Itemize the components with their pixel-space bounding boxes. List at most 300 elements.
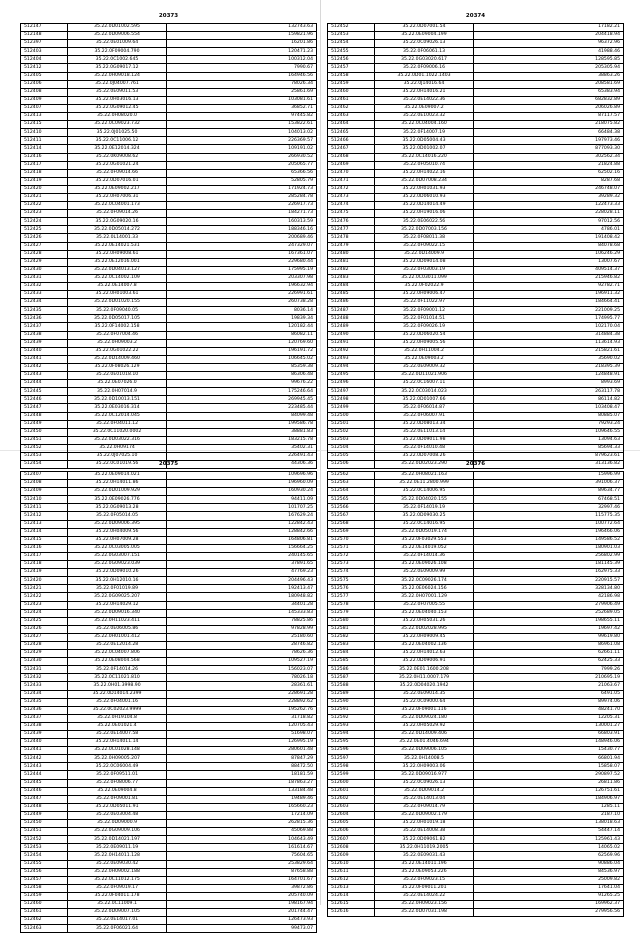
amount-cell: 215821.61	[474, 347, 624, 355]
code-cell: 35.22.0F14007.19	[375, 129, 474, 137]
table-row	[328, 250, 624, 258]
table-row	[21, 690, 317, 698]
table-row	[328, 355, 624, 363]
table-row	[21, 363, 317, 371]
table-row	[21, 315, 317, 323]
table-row	[328, 552, 624, 560]
table-row	[21, 444, 317, 452]
row-id-cell: 512454	[21, 461, 68, 469]
table-row	[21, 698, 317, 706]
code-cell: 35.22.0F09019.17	[68, 884, 167, 892]
code-cell: 35.22.0C01028.148	[68, 747, 167, 755]
table-row	[21, 528, 317, 536]
amount-cell: 133184.48	[167, 787, 317, 795]
amount-cell: 62425.33	[474, 658, 624, 666]
amount-cell: 28361.61	[167, 682, 317, 690]
code-cell: 35.22.0F05014.05	[68, 512, 167, 520]
table-row	[328, 698, 624, 706]
row-id-cell: 512473	[328, 193, 375, 201]
block-title: 20374	[465, 13, 486, 19]
code-cell: 35.22.0H09003.2	[68, 339, 167, 347]
row-id-cell: 512450	[21, 820, 68, 828]
table-row	[328, 169, 624, 177]
row-id-cell: 512459	[328, 80, 375, 88]
row-id-cell: 512484	[328, 283, 375, 291]
table-row	[328, 436, 624, 444]
table-row	[21, 56, 317, 64]
code-cell: 35.22.0H12010.16	[68, 577, 167, 585]
code-cell: 35.22.0D06020.54	[375, 331, 474, 339]
amount-cell: 240145.65	[167, 552, 317, 560]
amount-cell: 266930.52	[167, 153, 317, 161]
table-row	[328, 96, 624, 104]
code-cell: 35.22.0G09009.106	[68, 828, 167, 836]
code-cell: 35.22.0F02022.9	[375, 283, 474, 291]
amount-cell: 161614.67	[167, 844, 317, 852]
data-table-body	[328, 472, 624, 917]
table-row	[328, 480, 624, 488]
amount-cell: 19489.46	[167, 795, 317, 803]
amount-cell: 39872.86	[167, 884, 317, 892]
code-cell: 35.22.0D14009.9	[375, 250, 474, 258]
table-row	[328, 690, 624, 698]
table-row	[21, 569, 317, 577]
row-id-cell: 512437	[21, 714, 68, 722]
amount-cell: 159821.96	[167, 32, 317, 40]
row-id-cell: 512436	[21, 315, 68, 323]
code-cell: 35.22.0H05029.92	[375, 722, 474, 730]
amount-cell: 25861.69	[167, 88, 317, 96]
table-row	[328, 396, 624, 404]
row-id-cell: 512413	[21, 113, 68, 121]
code-cell: 35.22.0H11004.2	[375, 347, 474, 355]
amount-cell: 148946.06	[474, 739, 624, 747]
code-cell: 35.22.0J04007.761	[68, 80, 167, 88]
row-id-cell: 512602	[328, 795, 375, 803]
table-row	[328, 388, 624, 396]
table-row	[328, 420, 624, 428]
table-row	[328, 64, 624, 72]
row-id-cell: 512487	[328, 307, 375, 315]
table-row	[21, 755, 317, 763]
code-cell: 35.22.0C09026.13	[375, 779, 474, 787]
table-row	[21, 658, 317, 666]
row-id-cell: 512397	[21, 40, 68, 48]
table-row	[21, 88, 317, 96]
amount-cell: 205065.77	[167, 161, 317, 169]
amount-cell: 109696.96	[167, 472, 317, 480]
row-id-cell: 512437	[21, 323, 68, 331]
code-cell: 35.22.0F09511.01	[68, 771, 167, 779]
row-id-cell: 512587	[328, 674, 375, 682]
table-row	[328, 844, 624, 852]
row-id-cell: 512455	[21, 860, 68, 868]
amount-cell: 13007.67	[474, 258, 624, 266]
table-row	[21, 747, 317, 755]
amount-cell: 201744.47	[167, 909, 317, 917]
code-cell: 35.22.0L14001.33	[68, 234, 167, 242]
amount-cell: 149586.52	[474, 536, 624, 544]
amount-cell: 62502.16	[474, 169, 624, 177]
row-id-cell: 512615	[328, 900, 375, 908]
code-cell: 35.22.0F09023.15	[375, 876, 474, 884]
table-block-2	[327, 12, 624, 469]
amount-cell: 208581.69	[474, 80, 624, 88]
code-cell: 35.22.0E14017.01	[68, 917, 167, 925]
row-id-cell: 512442	[21, 755, 68, 763]
row-id-cell: 512567	[328, 512, 375, 520]
amount-cell: 13094.63	[474, 436, 624, 444]
amount-cell: 85359.38	[167, 363, 317, 371]
code-cell: 35.22.0H05031.26	[375, 617, 474, 625]
amount-cell: 290897.52	[474, 771, 624, 779]
amount-cell: 65383.94	[474, 88, 624, 96]
table-row	[328, 24, 624, 32]
row-id-cell: 512463	[328, 113, 375, 121]
table-row	[328, 601, 624, 609]
row-id-cell: 512605	[328, 820, 375, 828]
amount-cell: 101707.25	[167, 504, 317, 512]
row-id-cell: 512419	[21, 177, 68, 185]
code-cell: 35.22.0C04007.806	[68, 650, 167, 658]
row-id-cell: 512589	[328, 690, 375, 698]
table-row	[21, 380, 317, 388]
code-cell: 35.22.0H11019.2005	[375, 844, 474, 852]
row-id-cell: 512481	[328, 258, 375, 266]
row-id-cell: 512444	[21, 380, 68, 388]
row-id-cell: 512409	[21, 488, 68, 496]
amount-cell: 196911.32	[474, 291, 624, 299]
row-id-cell: 512438	[21, 331, 68, 339]
amount-cell: 124848.91	[474, 372, 624, 380]
amount-cell: 100772.64	[474, 520, 624, 528]
amount-cell: 54447.14	[474, 828, 624, 836]
table-row	[328, 536, 624, 544]
table-row	[328, 145, 624, 153]
table-row	[21, 884, 317, 892]
row-id-cell: 512460	[328, 88, 375, 96]
table-row	[21, 121, 317, 129]
data-table	[20, 23, 317, 469]
row-id-cell: 512434	[21, 299, 68, 307]
table-row	[328, 339, 624, 347]
table-row	[328, 884, 624, 892]
table-row	[21, 372, 317, 380]
data-table-body	[21, 472, 317, 933]
table-row	[328, 828, 624, 836]
data-table-body	[21, 24, 317, 469]
row-id-cell: 512568	[328, 520, 375, 528]
table-row	[328, 633, 624, 641]
table-row	[21, 731, 317, 739]
amount-cell: 86114.82	[474, 396, 624, 404]
row-id-cell: 512421	[21, 193, 68, 201]
amount-cell: 198655.11	[474, 617, 624, 625]
table-row	[21, 844, 317, 852]
table-row	[328, 121, 624, 129]
code-cell: 35.22.0C09000.64	[375, 698, 474, 706]
amount-cell: 66801.94	[474, 755, 624, 763]
table-row	[21, 803, 317, 811]
amount-cell: 160313.59	[167, 218, 317, 226]
row-id-cell: 512457	[21, 876, 68, 884]
table-row	[328, 185, 624, 193]
code-cell: 35.22.0D14009.460	[68, 355, 167, 363]
amount-cell: 80885.07	[474, 412, 624, 420]
table-row	[328, 404, 624, 412]
row-id-cell: 512459	[21, 892, 68, 900]
row-id-cell: 512415	[21, 536, 68, 544]
code-cell: 35.22.0C14006.95	[375, 488, 474, 496]
code-cell: 35.22.0C03005.005	[68, 544, 167, 552]
row-id-cell: 512443	[21, 372, 68, 380]
amount-cell: 65366.56	[167, 169, 317, 177]
amount-cell: 2187.10	[474, 811, 624, 819]
amount-cell: 17182.21	[474, 24, 624, 32]
row-id-cell: 512581	[328, 625, 375, 633]
table-row	[328, 876, 624, 884]
amount-cell: 228028.11	[474, 210, 624, 218]
table-row	[328, 202, 624, 210]
code-cell: 35.22.0F11022.97	[375, 299, 474, 307]
code-cell: 35.22.0D14021.197	[68, 836, 167, 844]
table-row	[21, 250, 317, 258]
code-cell: 35.22.0E14007.58	[68, 731, 167, 739]
code-cell: 35.22.0E12014.324	[68, 145, 167, 153]
code-cell: 35.22.0E14007.8	[68, 283, 167, 291]
row-id-cell: 512417	[21, 161, 68, 169]
table-row	[328, 609, 624, 617]
amount-cell: 879623.61	[474, 452, 624, 460]
row-id-cell: 512461	[21, 909, 68, 917]
code-cell: 35.22.0C09026.174	[375, 577, 474, 585]
table-row	[21, 917, 317, 925]
amount-cell: 89634.77	[474, 488, 624, 496]
row-id-cell: 512420	[21, 185, 68, 193]
table-row	[21, 161, 317, 169]
table-row	[21, 226, 317, 234]
table-row	[328, 755, 624, 763]
table-row	[328, 641, 624, 649]
row-id-cell: 512452	[328, 24, 375, 32]
row-id-cell: 512407	[21, 104, 68, 112]
amount-cell: 21824.88	[474, 161, 624, 169]
row-id-cell: 512570	[328, 536, 375, 544]
row-id-cell: 512606	[328, 828, 375, 836]
code-cell: 35.22.0C04001.173	[68, 202, 167, 210]
amount-cell: 138018.63	[474, 820, 624, 828]
row-id-cell: 512427	[21, 242, 68, 250]
code-cell: 35.22.0D05011.91	[68, 803, 167, 811]
table-row	[328, 795, 624, 803]
row-id-cell: 512422	[21, 202, 68, 210]
table-row	[328, 787, 624, 795]
code-cell: 35.22.0F09004.790	[68, 48, 167, 56]
table-row	[328, 488, 624, 496]
amount-cell: 62569.96	[474, 852, 624, 860]
row-id-cell: 512422	[21, 593, 68, 601]
amount-cell: 87847.29	[167, 755, 317, 763]
data-table	[20, 471, 317, 933]
amount-cell: 31718.82	[167, 714, 317, 722]
code-cell: 35.22.0E04002.136	[375, 641, 474, 649]
table-row	[328, 291, 624, 299]
row-id-cell: 512429	[21, 258, 68, 266]
row-id-cell: 512458	[328, 72, 375, 80]
code-cell: 35.22.0C14016.95	[375, 520, 474, 528]
table-row	[21, 706, 317, 714]
table-row	[21, 536, 317, 544]
amount-cell: 145333.83	[167, 609, 317, 617]
row-id-cell: 512419	[21, 569, 68, 577]
row-id-cell: 512455	[328, 48, 375, 56]
table-row	[21, 472, 317, 480]
row-id-cell: 512501	[328, 420, 375, 428]
code-cell: 35.22.0C03011.099	[375, 274, 474, 282]
row-id-cell: 512436	[21, 706, 68, 714]
row-id-cell: 512494	[328, 363, 375, 371]
code-cell: 35.22.0E09026.776	[68, 496, 167, 504]
row-id-cell: 512438	[21, 722, 68, 730]
amount-cell: 122473.33	[474, 202, 624, 210]
amount-cell: 109646.55	[474, 428, 624, 436]
code-cell: 35.22.0H09003.06	[375, 763, 474, 771]
amount-cell: 21063.67	[474, 682, 624, 690]
row-id-cell: 512575	[328, 577, 375, 585]
amount-cell: 19697.42	[474, 625, 624, 633]
table-row	[21, 258, 317, 266]
amount-cell: 192413.47	[167, 585, 317, 593]
code-cell: 35.22.0E09030.42	[68, 860, 167, 868]
amount-cell: 226991.61	[167, 291, 317, 299]
code-cell: 35.22.0F14019.19	[375, 504, 474, 512]
code-cell: 35.22.0E09011.19	[68, 844, 167, 852]
code-cell: 35.22.0D03022.316	[68, 436, 167, 444]
code-cell: 35.22.0D07001.54	[375, 24, 474, 32]
code-cell: 35.22.0E09031.43	[375, 852, 474, 860]
code-cell: 35.22.0H14012.63	[375, 650, 474, 658]
row-id-cell: 512446	[21, 396, 68, 404]
amount-cell: 4786.01	[474, 226, 624, 234]
table-row	[328, 561, 624, 569]
amount-cell: 15996.99	[474, 472, 624, 480]
row-id-cell: 512461	[328, 96, 375, 104]
table-row	[21, 428, 317, 436]
amount-cell: 103081.61	[167, 96, 317, 104]
amount-cell: 167361.07	[167, 250, 317, 258]
code-cell: 35.22.0H14011.14	[68, 739, 167, 747]
table-row	[21, 355, 317, 363]
row-id-cell: 512424	[21, 609, 68, 617]
table-row	[21, 404, 317, 412]
code-cell: 35.22.0E07026.0	[68, 380, 167, 388]
row-id-cell: 512417	[21, 552, 68, 560]
amount-cell: 191408.42	[474, 234, 624, 242]
amount-cell: 228691.28	[167, 690, 317, 698]
code-cell: 35.22.0H09006.47	[375, 291, 474, 299]
code-cell: 35.22.0G09025.207	[68, 593, 167, 601]
row-id-cell: 512410	[21, 129, 68, 137]
table-row	[21, 291, 317, 299]
code-cell: 35.22.0F14014.26	[68, 666, 167, 674]
table-row	[21, 347, 317, 355]
table-row	[21, 242, 317, 250]
table-row	[21, 811, 317, 819]
code-cell: 35.22.0F09022.15	[375, 242, 474, 250]
code-cell: 35.22.0E06022.56	[375, 218, 474, 226]
table-row	[21, 331, 317, 339]
code-cell: 35.22.0C16007.11	[375, 380, 474, 388]
code-cell: 35.22.0D09014.08	[375, 258, 474, 266]
row-id-cell: 512430	[21, 658, 68, 666]
code-cell: 35.22.0D09007.105	[68, 909, 167, 917]
code-cell: 35.22.0H09005.56	[375, 339, 474, 347]
amount-cell: 34401.28	[167, 601, 317, 609]
amount-cell: 246748.07	[474, 185, 624, 193]
row-id-cell: 512578	[328, 601, 375, 609]
code-cell: 35.22.0E14013.04	[375, 795, 474, 803]
table-row	[21, 722, 317, 730]
row-id-cell: 512480	[328, 250, 375, 258]
amount-cell: 328134.80	[474, 585, 624, 593]
code-cell: 35.22.0D09016.977	[375, 771, 474, 779]
row-id-cell: 512470	[328, 169, 375, 177]
table-row	[328, 347, 624, 355]
amount-cell: 86306.48	[167, 372, 317, 380]
row-id-cell: 512586	[328, 666, 375, 674]
code-cell: 35.22.0C14016.220	[375, 153, 474, 161]
amount-cell: 314884.38	[474, 331, 624, 339]
amount-cell: 205305.94	[474, 64, 624, 72]
table-row	[328, 428, 624, 436]
amount-cell: 16201.86	[167, 40, 317, 48]
row-id-cell: 512425	[21, 617, 68, 625]
row-id-cell: 512409	[21, 96, 68, 104]
table-row	[328, 80, 624, 88]
row-id-cell: 512411	[21, 137, 68, 145]
code-cell: 35.22.0E09009.99	[375, 569, 474, 577]
amount-cell: 26811.86	[474, 779, 624, 787]
code-cell: 35.22.0D09006.554	[68, 32, 167, 40]
code-cell: 35.22.0H01001.412	[68, 633, 167, 641]
code-cell: 35.22.0H14008.5	[375, 755, 474, 763]
amount-cell: 1285.11	[474, 803, 624, 811]
amount-cell: 196466.06	[474, 528, 624, 536]
row-id-cell: 512423	[21, 601, 68, 609]
row-id-cell: 512483	[328, 274, 375, 282]
table-row	[328, 544, 624, 552]
row-id-cell: 512449	[21, 811, 68, 819]
code-cell: 35.22.0F01014.51	[375, 315, 474, 323]
amount-cell: 409514.37	[474, 266, 624, 274]
code-cell: 35.22.0E09053.226	[375, 868, 474, 876]
table-row	[328, 706, 624, 714]
amount-cell: 38881.83	[167, 428, 317, 436]
code-cell: 35.22.0E14022.36	[375, 96, 474, 104]
amount-cell: 132743.63	[167, 24, 317, 32]
code-cell: 35.22.0F06061.13	[375, 48, 474, 56]
row-id-cell: 512431	[21, 274, 68, 282]
table-row	[328, 868, 624, 876]
amount-cell: 125961.43	[474, 836, 624, 844]
row-id-cell: 512435	[21, 698, 68, 706]
table-row	[21, 185, 317, 193]
table-row	[21, 504, 317, 512]
amount-cell: 162975.33	[474, 569, 624, 577]
code-cell: 35.22.0D02028.995	[375, 625, 474, 633]
amount-cell: 99619.80	[474, 633, 624, 641]
amount-cell: 104013.02	[167, 129, 317, 137]
